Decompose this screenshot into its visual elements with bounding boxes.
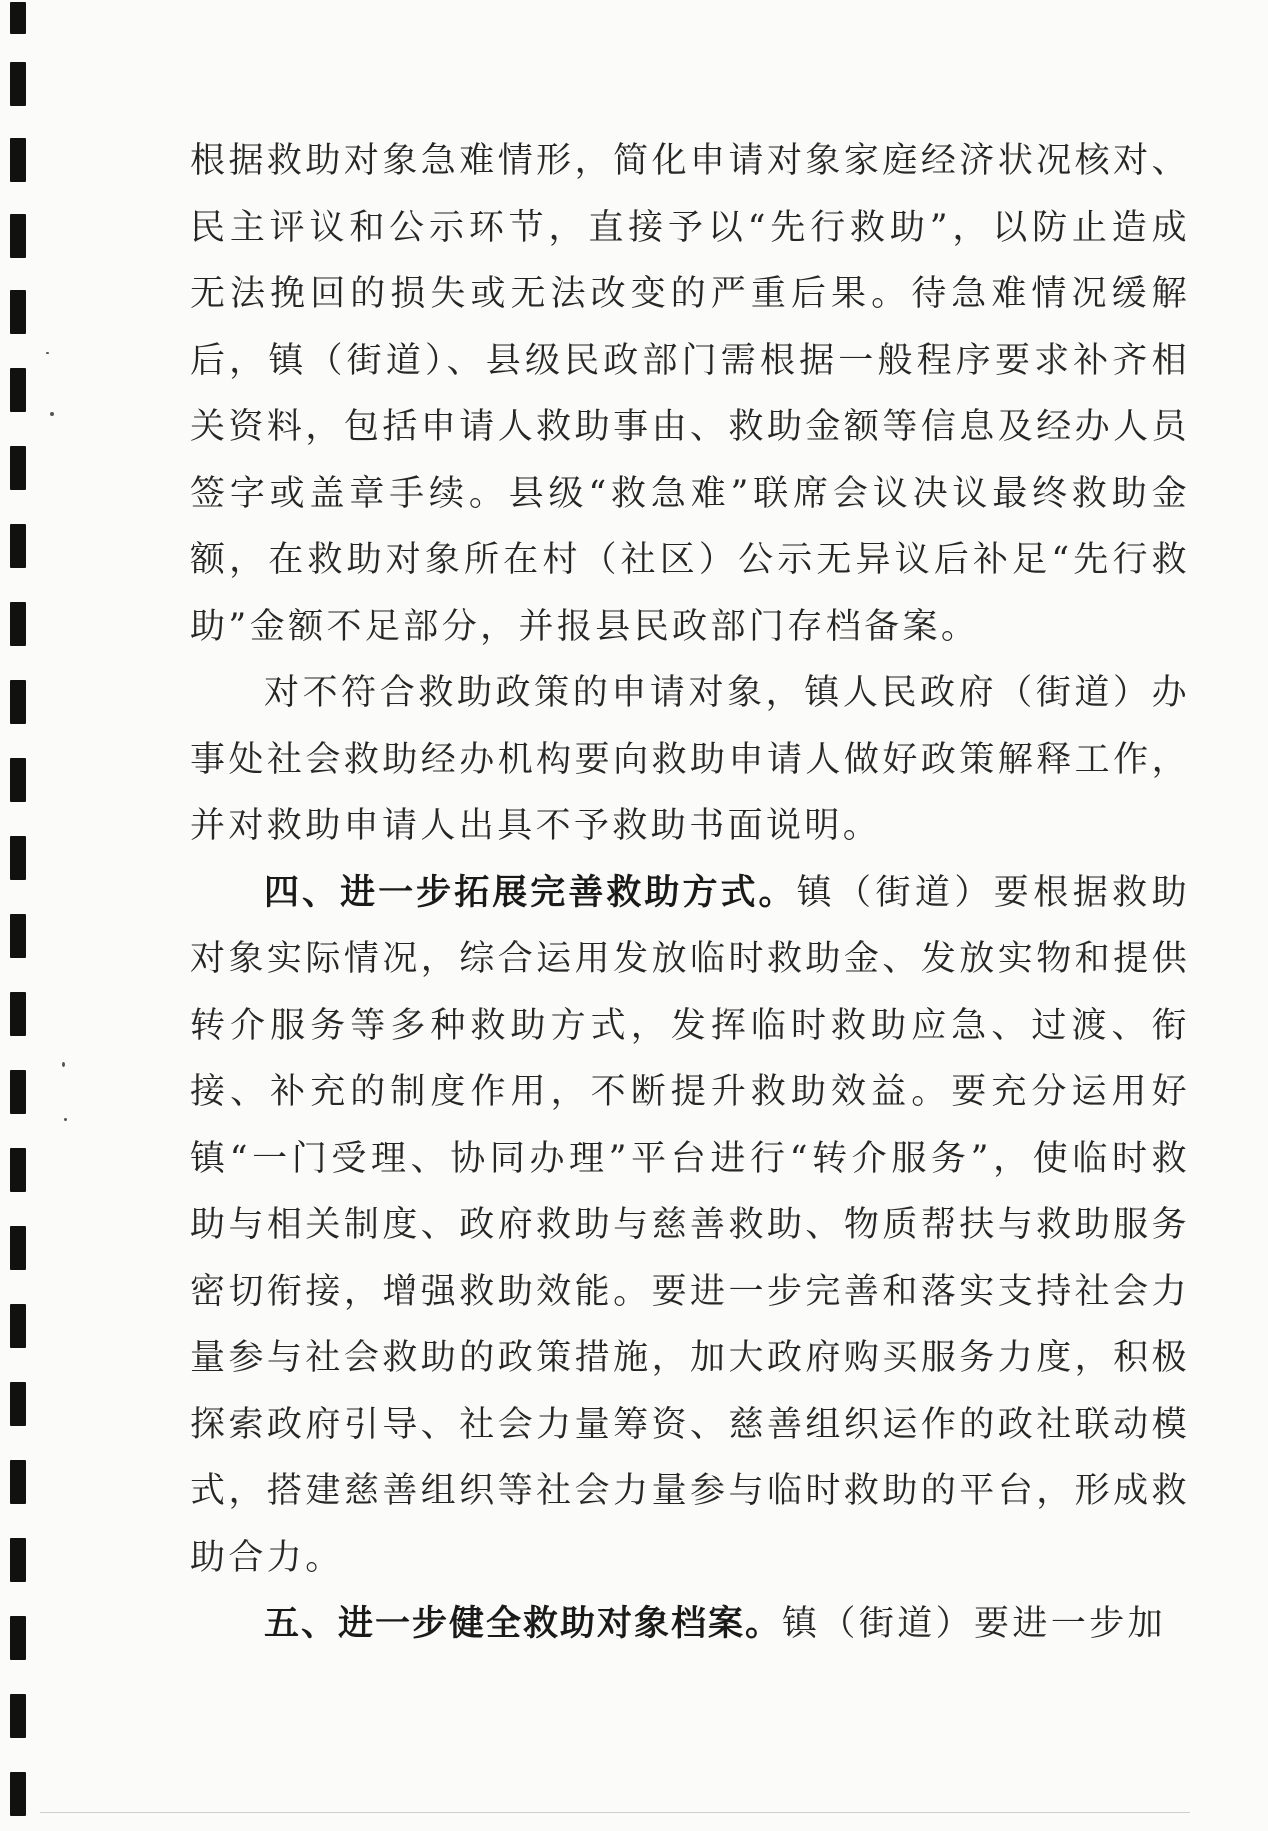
section-heading: 四、进一步拓展完善救助方式。: [264, 872, 797, 913]
binding-mark: [10, 1538, 26, 1582]
binding-mark: [10, 1694, 26, 1738]
binding-mark: [10, 1070, 26, 1114]
scan-speck: [46, 352, 49, 354]
paragraph-text: 对不符合救助政策的申请对象，镇人民政府（街道）办事处社会救助经办机构要向救助申请人做好政策解释工作，并对救助申请人出具不予救助书面说明。: [190, 673, 1190, 846]
binding-mark: [10, 214, 26, 258]
binding-mark: [10, 914, 26, 958]
binding-mark: [10, 1304, 26, 1348]
paragraph-1: [190, 128, 1190, 660]
paragraph-text: 根据救助对象急难情形，简化申请对象家庭经济状况核对、民主评议和公示环节，直接予以“先行救助”，以防止造成无法挽回的损失或无法改变的严重后果。待急难情况缓解后，镇（街道）、县级民政部门需根据一般程序要求补齐相关资料，包括申请人救助事由、救助金额等信息及经办人员签字或盖章手续。县级“救急难”联席会议决议最终救助金额，在救助对象所在村（社区）公示无异议后补足“先行救助”金额不足部分，并报县民政部门存档备案。: [190, 141, 1190, 647]
binding-mark: [10, 1616, 26, 1660]
binding-mark: [10, 2, 26, 34]
binding-mark: [10, 1226, 26, 1270]
binding-mark: [10, 758, 26, 802]
paragraph-4: [190, 1591, 1190, 1658]
document-body: [190, 128, 1190, 1658]
binding-mark: [10, 1460, 26, 1504]
paragraph-3: [190, 860, 1190, 1592]
binding-mark: [10, 680, 26, 724]
paragraph-text: 镇（街道）要根据救助对象实际情况，综合运用发放临时救助金、发放实物和提供转介服务等多种救助方式，发挥临时救助应急、过渡、衔接、补充的制度作用，不断提升救助效益。要充分运用好镇“一门受理、协同办理”平台进行“转介服务”，使临时救助与相关制度、政府救助与慈善救助、物质帮扶与救助服务密切衔接，增强救助效能。要进一步完善和落实支持社会力量参与社会救助的政策措施，加大政府购买服务力度，积极探索政府引导、社会力量筹资、慈善组织运作的政社联动模式，搭建慈善组织等社会力量参与临时救助的平台，形成救助合力。: [190, 872, 1190, 1578]
bottom-edge-line: [40, 1812, 1190, 1813]
binding-mark: [10, 602, 26, 646]
section-heading: 五、进一步健全救助对象档案。: [264, 1604, 783, 1644]
paragraph-2: [190, 660, 1190, 860]
binding-mark: [10, 1772, 26, 1816]
binding-mark: [10, 138, 26, 182]
binding-mark: [10, 290, 26, 334]
binding-mark: [10, 992, 26, 1036]
scan-speck: [64, 1118, 67, 1121]
paragraph-text: 镇（街道）要进一步加: [782, 1604, 1167, 1644]
binding-mark: [10, 1148, 26, 1192]
binding-mark: [10, 446, 26, 490]
binding-mark: [10, 368, 26, 412]
binding-mark: [10, 62, 26, 106]
binding-mark: [10, 836, 26, 880]
binding-mark: [10, 1382, 26, 1426]
scan-speck: [50, 412, 54, 416]
binding-mark: [10, 524, 26, 568]
scan-speck: [62, 1062, 65, 1067]
